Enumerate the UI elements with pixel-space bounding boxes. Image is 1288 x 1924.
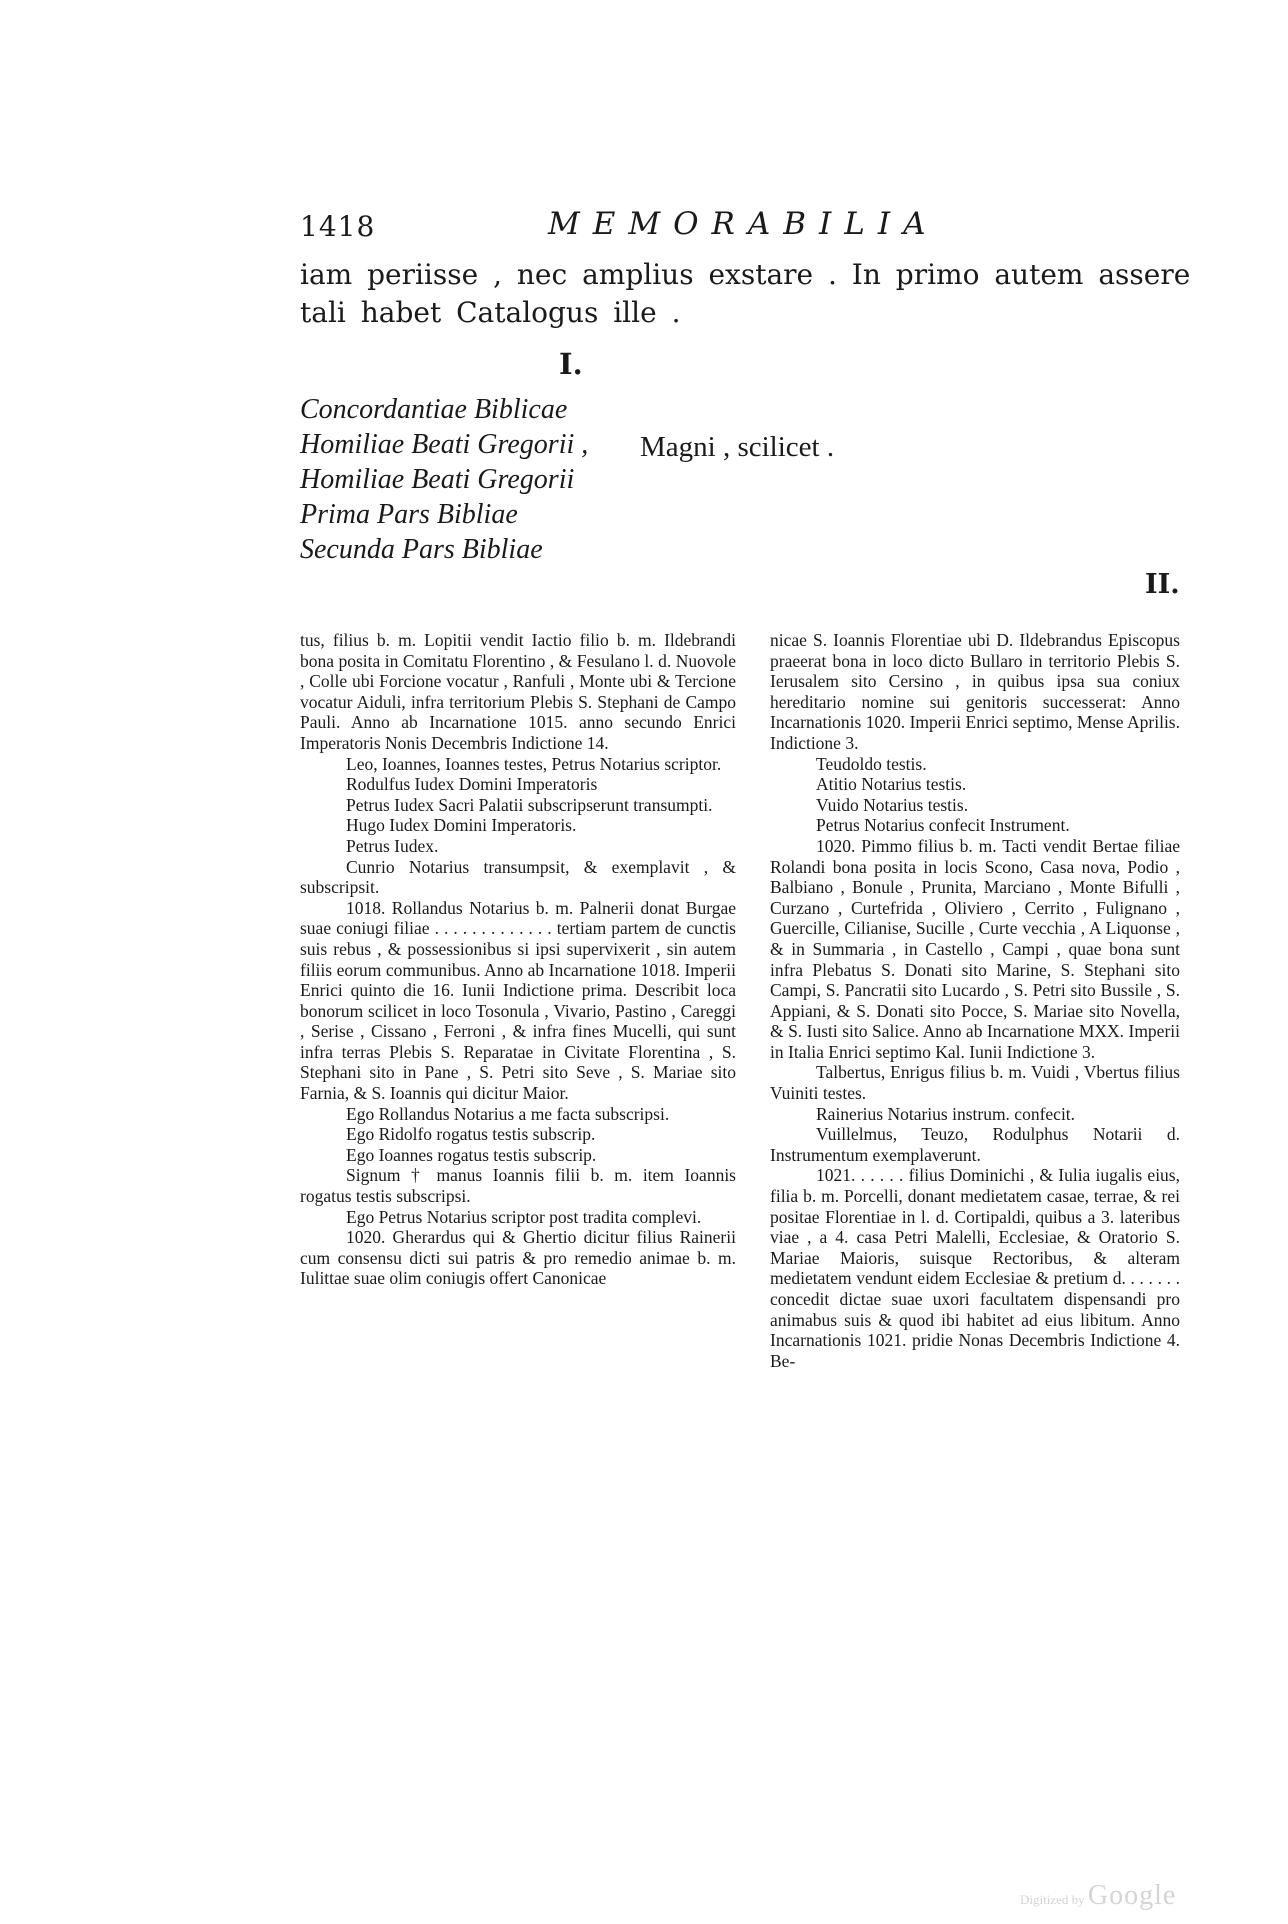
paragraph: Ego Ridolfo rogatus testis subscrip. [346, 1124, 596, 1145]
catalog-item: Prima Pars Bibliae [300, 499, 518, 530]
paragraph: Vuillelmus, Teuzo, Rodulphus Notarii d. Instrumentum exemplaverunt. [770, 1124, 1180, 1165]
paragraph: Rodulfus Iudex Domini Imperatoris [346, 774, 598, 795]
paragraph: Vuido Notarius testis. [816, 794, 969, 815]
running-title: MEMORABILIA [548, 206, 939, 242]
paragraph: tus, filius b. m. Lopitii vendit Iactio filio b. m. Ildebrandi bona posita in Comitatu Florentino , & Fesulano l. d. Nuovole , Colle ubi Forcione vocatur , Ranfuli , Monte ubi & Tercione vocatur Aiduli, infra territorium Plebis S. Stephani de Campo Pauli. Anno ab Incarnatione 1015. anno secundo Enrici Imperatoris Nonis Decembris Indictione 14. [300, 630, 736, 753]
paragraph: Talbertus, Enrigus filius b. m. Vuidi , Vbertus filius Vuiniti testes. [770, 1062, 1180, 1104]
paragraph: 1021. . . . . . filius Dominichi , & Iulia iugalis eius, filia b. m. Porcelli, donant medietatem casae, terrae, & rei positae Florentiae in l. d. Cortipaldi, quibus a 3. lateribus viae , a 4. casa Petri Malelli, Ecclesiae, & Oratorio S. Mariae Maioris, suisque Rectoribus, & alteram medietatem vendunt eidem Ecclesiae & pretium d. . . . . . . concedit dictae suae uxori facultatem dispensandi pro animabus suis & quod ibi habitet ad eius libitum. Anno Incarnationis 1021. pridie Nonas Decembris Indictione 4. Be- [770, 1165, 1180, 1371]
paragraph: Petrus Notarius confecit Instrument. [816, 815, 1070, 836]
paragraph: 1020. Gherardus qui & Ghertio dicitur filius Rainerii cum consensu dicti sui patris & pro remedio animae b. m. Iulittae suae olim coniugis offert Canonicae [300, 1227, 736, 1289]
paragraph: Leo, Ioannes, Ioannes testes, Petrus Notarius scriptor. [346, 753, 722, 774]
catalog-item: Homiliae Beati Gregorii , [300, 429, 589, 460]
paragraph: nicae S. Ioannis Florentiae ubi D. Ildebrandus Episcopus praeerat bona in loco dicto Bullaro in territorio Plebis S. Ierusalem sito Cersino , in quibus ipsa sua coniux hereditario nomine sui genitoris successerat: Anno Incarnationis 1020. Imperii Enrici septimo, Mense Aprilis. Indictione 3. [770, 630, 1180, 753]
page-number: 1418 [300, 210, 376, 243]
watermark-prefix: Digitized by [1020, 1892, 1085, 1907]
paragraph: Teudoldo testis. [816, 753, 927, 774]
paragraph: 1020. Pimmo filius b. m. Tacti vendit Bertae filiae Rolandi bona posita in locis Scono, Casa nova, Podio , Balbiano , Bonule , Prunita, Marciano , Monte Bifulli , Curzano , Curtefrida , Oliviero , Cerrito , Fulignano , Guercille, Cilianise, Sucille , Curte vecchia , A Liquonse , & in Summaria , in Castello , Campi , quae bona sunt infra Plebatus S. Donati sito Marine, S. Stephani sito Campi, S. Pancratii sito Lucardo , S. Petri sito Bussile , S. Appiani, & S. Donati sito Pocce, S. Mariae sito Novella, & S. Iusti sito Salice. Anno ab Incarnatione MXX. Imperii in Italia Enrici septimo Kal. Iunii Indictione 3. [770, 835, 1180, 1062]
paragraph: 1018. Rollandus Notarius b. m. Palnerii donat Burgae suae coniugi filiae . . . . . . . . . . . . . tertiam partem de cunctis suis rebus , & possessionibus si ipsi supervixerit , sin autem filiis eorum communibus. Anno ab Incarnatione 1018. Imperii Enrici quinto die 16. Iunii Indictione prima. Describit loca bonorum scilicet in loco Tosonula , Vivario, Pastino , Careggi , Serise , Cissano , Ferroni , & infra fines Mucelli, qui sunt infra terras Plebis S. Reparatae in Civitate Florentina , S. Stephani sito in Pane , S. Petri sito Seve , S. Mariae sito Farnia, & S. Ioannis qui dicitur Maior. [300, 897, 736, 1104]
section-numeral-i: I. [559, 347, 583, 381]
paragraph: Cunrio Notarius transumpsit, & exemplavit , & subscripsit. [300, 856, 736, 898]
paragraph: Petrus Iudex. [346, 835, 439, 856]
catalog-item: Secunda Pars Bibliae [300, 534, 543, 565]
intro-paragraph: iam periisse , nec amplius exstare . In primo autem assere tali habet Catalogus ille . [300, 258, 1191, 329]
left-text-column [300, 630, 736, 1289]
right-text-column [770, 630, 1180, 1371]
catalog-item: Homiliae Beati Gregorii [300, 464, 575, 495]
paragraph: Hugo Iudex Domini Imperatoris. [346, 815, 577, 836]
paragraph: Ego Petrus Notarius scriptor post tradita complevi. [346, 1206, 702, 1227]
catalog-item: Concordantiae Biblicae [300, 394, 568, 425]
catalog-list [300, 392, 630, 567]
paragraph: Ego Ioannes rogatus testis subscrip. [346, 1144, 597, 1165]
paragraph: Atitio Notarius testis. [816, 774, 967, 795]
watermark-logo: Google [1087, 1880, 1177, 1911]
paragraph: Signum † manus Ioannis filii b. m. item Ioannis rogatus testis subscripsi. [300, 1165, 736, 1207]
digitized-watermark [1020, 1880, 1176, 1912]
catalog-note: Magni , scilicet . [640, 431, 835, 463]
paragraph: Rainerius Notarius instrum. confecit. [816, 1103, 1076, 1124]
paragraph: Petrus Iudex Sacri Palatii subscripserunt transumpti. [346, 794, 713, 815]
paragraph: Ego Rollandus Notarius a me facta subscripsi. [346, 1103, 670, 1124]
section-numeral-ii: II. [1145, 569, 1180, 600]
